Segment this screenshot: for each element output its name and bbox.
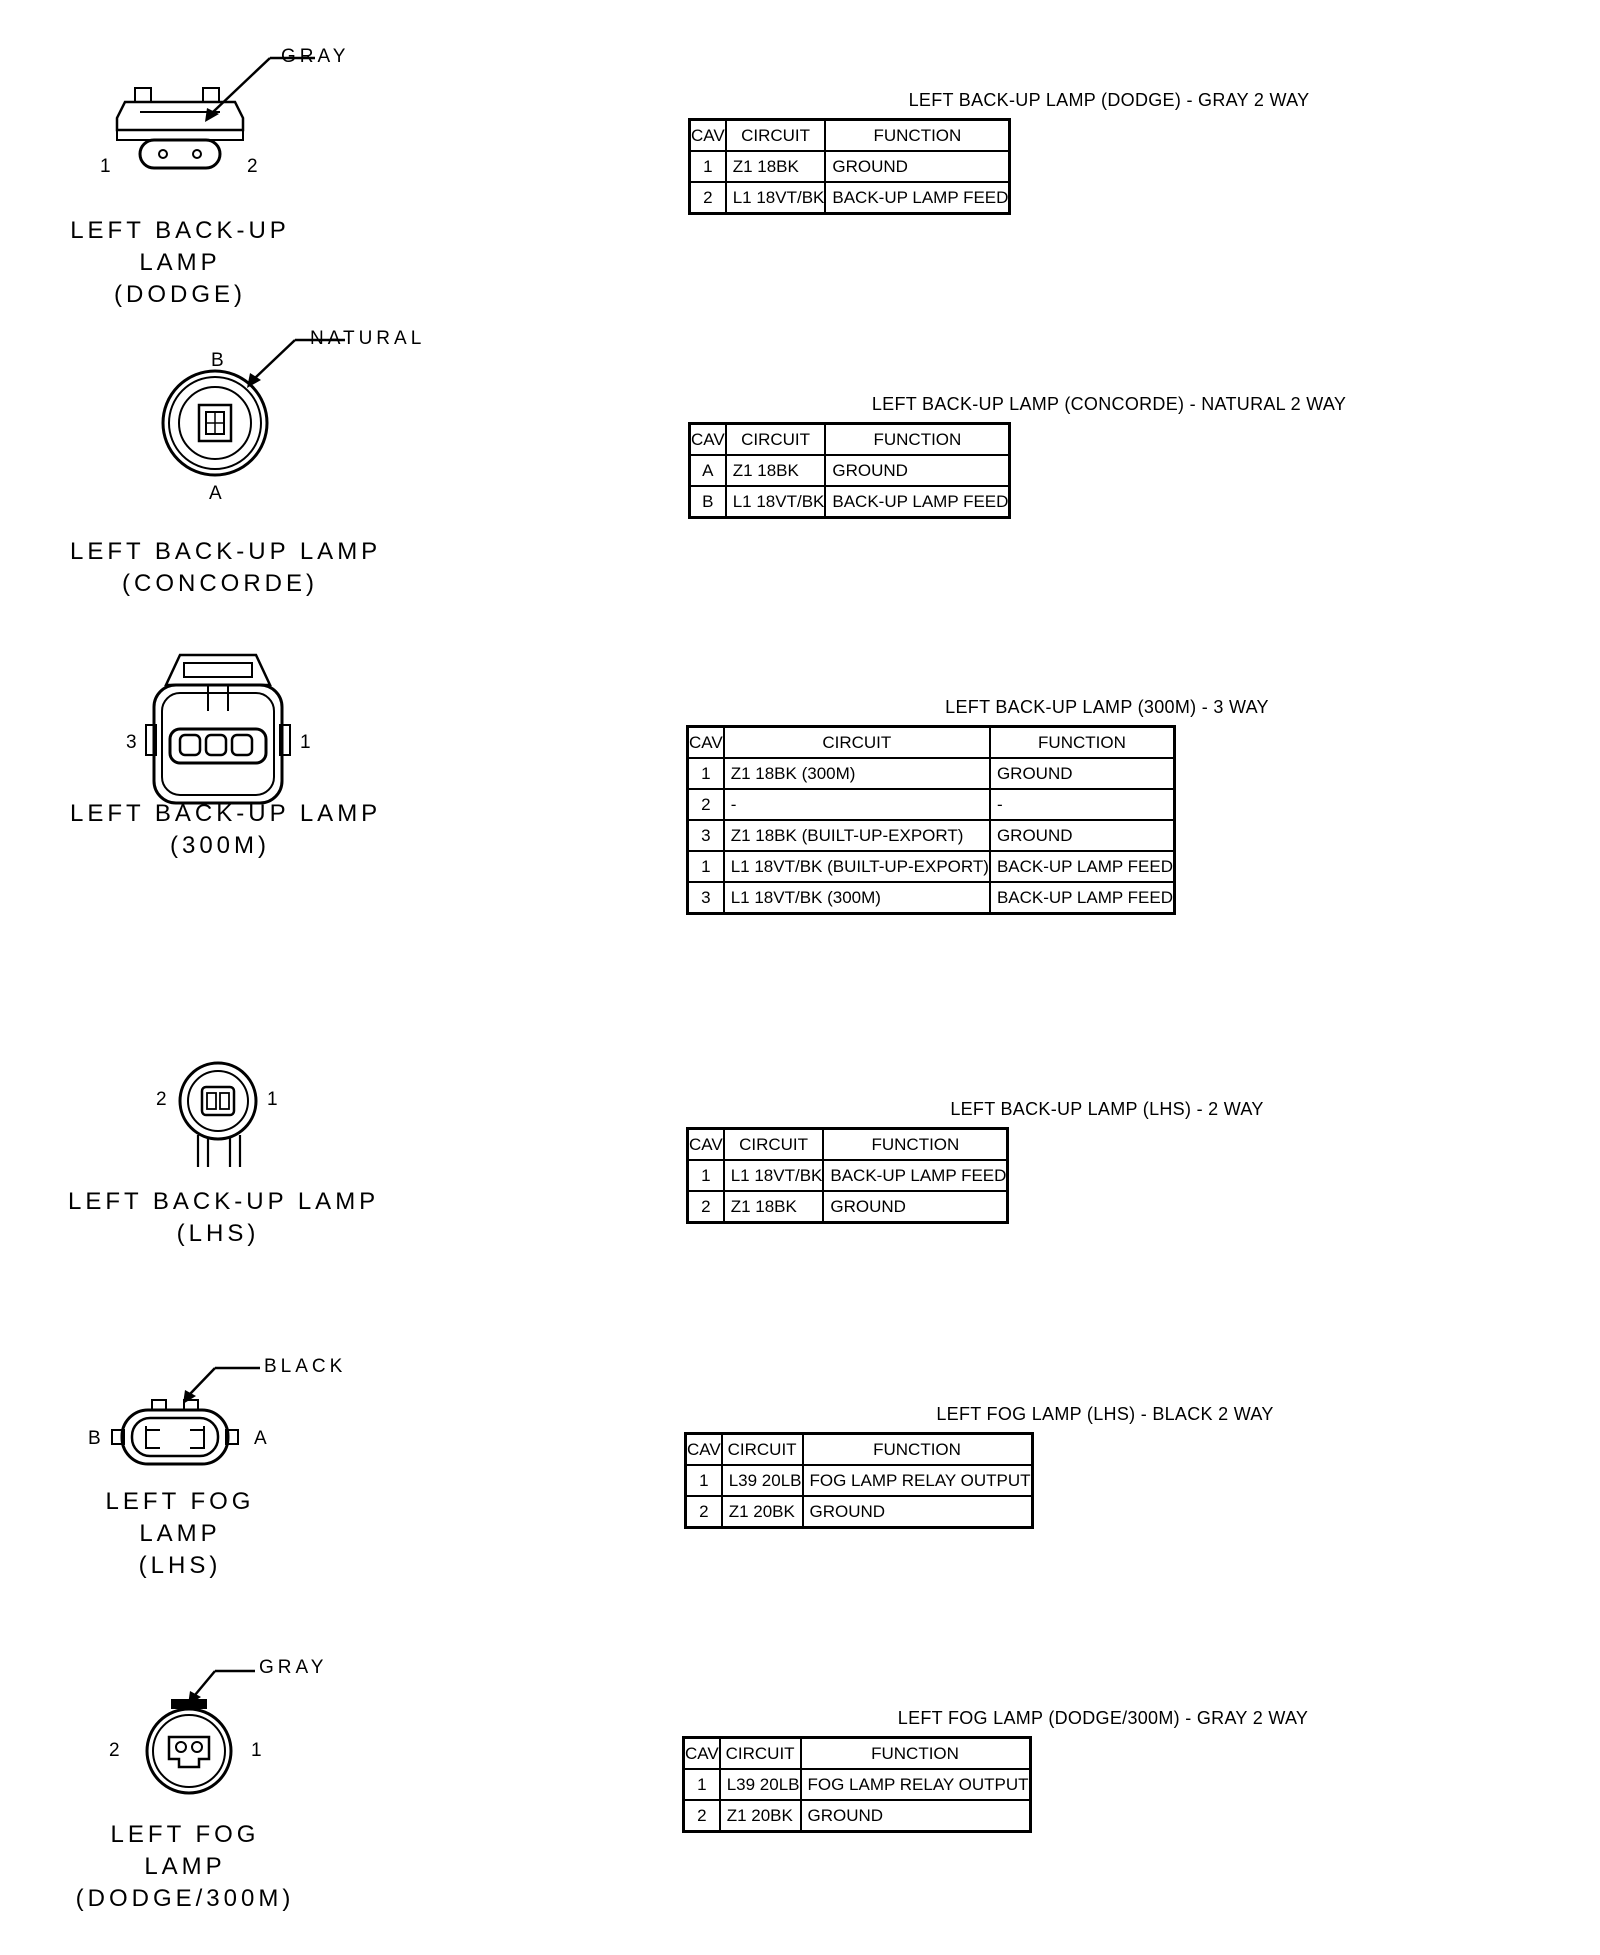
connector-caption	[60, 1819, 310, 1915]
pin-label-right: 1	[300, 732, 312, 753]
header-function: FUNCTION	[990, 727, 1175, 759]
table-title: LEFT FOG LAMP (LHS) - BLACK 2 WAY	[936, 1404, 1274, 1424]
table-row	[690, 182, 1010, 214]
cell-circuit: L1 18VT/BK (BUILT-UP-EXPORT)	[724, 851, 990, 882]
cell-cav: 2	[686, 1496, 722, 1528]
caption-line: (300M)	[169, 832, 271, 859]
cell-circuit: L39 20LB	[720, 1769, 801, 1800]
connector-color-label: NATURAL	[310, 328, 426, 349]
cell-cav: 3	[688, 882, 724, 914]
caption-line: LAMP	[144, 1853, 226, 1880]
cell-function: FOG LAMP RELAY OUTPUT	[803, 1465, 1033, 1496]
pinout-table	[688, 118, 1011, 215]
caption-line: LEFT FOG	[110, 1821, 260, 1848]
header-cav: CAV	[688, 727, 724, 759]
pinout-table	[686, 725, 1176, 915]
header-circuit: CIRCUIT	[720, 1738, 801, 1770]
connector-color-label: GRAY	[259, 1657, 328, 1678]
connector-drawing	[155, 340, 415, 470]
pin-label-bottom: A	[209, 483, 223, 504]
connector-caption	[70, 798, 382, 862]
cell-circuit: L39 20LB	[722, 1465, 803, 1496]
pin-label-left: 3	[126, 732, 138, 753]
caption-line: LAMP	[139, 249, 221, 276]
cell-function: GROUND	[825, 455, 1010, 486]
cell-cav: 2	[690, 182, 726, 214]
connector-caption	[70, 1486, 290, 1582]
pin-label-right: 1	[251, 1740, 263, 1761]
header-function: FUNCTION	[823, 1129, 1008, 1161]
cell-circuit: Z1 18BK	[726, 455, 826, 486]
cell-function: BACK-UP LAMP FEED	[990, 851, 1175, 882]
caption-line: LEFT BACK-UP LAMP	[68, 1188, 380, 1215]
cell-circuit: Z1 20BK	[720, 1800, 801, 1832]
header-circuit: CIRCUIT	[726, 424, 826, 456]
cell-function: FOG LAMP RELAY OUTPUT	[801, 1769, 1031, 1800]
caption-line: (DODGE/300M)	[75, 1885, 295, 1912]
header-function: FUNCTION	[825, 424, 1010, 456]
table-row	[690, 455, 1010, 486]
caption-line: (LHS)	[176, 1220, 260, 1247]
caption-line: LEFT BACK-UP	[70, 217, 290, 244]
caption-line: LAMP	[139, 1520, 221, 1547]
cell-circuit: L1 18VT/BK	[726, 486, 826, 518]
connector-caption	[60, 215, 300, 311]
table-title: LEFT FOG LAMP (DODGE/300M) - GRAY 2 WAY	[897, 1708, 1309, 1728]
header-circuit: CIRCUIT	[726, 120, 826, 152]
cell-cav: 1	[690, 151, 726, 182]
cell-function: GROUND	[825, 151, 1010, 182]
caption-line: (DODGE)	[114, 281, 246, 308]
connector-color-label: GRAY	[281, 46, 350, 67]
cell-cav: 1	[688, 758, 724, 789]
cell-cav: B	[690, 486, 726, 518]
table-row	[688, 789, 1175, 820]
table-row	[686, 1496, 1033, 1528]
pin-label-right: A	[254, 1428, 268, 1449]
table-header-row	[690, 120, 1010, 152]
cell-cav: 1	[684, 1769, 720, 1800]
cell-function: BACK-UP LAMP FEED	[823, 1160, 1008, 1191]
pin-label-left: B	[88, 1428, 102, 1449]
connector-drawing	[150, 1055, 290, 1175]
header-circuit: CIRCUIT	[724, 1129, 824, 1161]
cell-circuit: L1 18VT/BK (300M)	[724, 882, 990, 914]
header-cav: CAV	[690, 120, 726, 152]
caption-line: (CONCORDE)	[122, 570, 318, 597]
table-row	[688, 758, 1175, 789]
cell-function: -	[990, 789, 1175, 820]
pin-label-right: 1	[267, 1089, 279, 1110]
cell-circuit: L1 18VT/BK	[724, 1160, 824, 1191]
cell-cav: 1	[686, 1465, 722, 1496]
cell-cav: 3	[688, 820, 724, 851]
pin-label-top: B	[211, 350, 225, 371]
cell-circuit: Z1 18BK	[726, 151, 826, 182]
table-row	[688, 1191, 1008, 1223]
table-row	[688, 820, 1175, 851]
cell-function: GROUND	[801, 1800, 1031, 1832]
table-row	[688, 882, 1175, 914]
connector-caption	[68, 1186, 380, 1250]
cell-function: GROUND	[990, 820, 1175, 851]
cell-function: GROUND	[823, 1191, 1008, 1223]
cell-circuit: Z1 18BK (BUILT-UP-EXPORT)	[724, 820, 990, 851]
table-row	[690, 486, 1010, 518]
table-row	[688, 1160, 1008, 1191]
header-function: FUNCTION	[825, 120, 1010, 152]
connector-caption	[70, 536, 382, 600]
connector-diagram-300m	[120, 645, 520, 945]
cell-cav: 1	[688, 1160, 724, 1191]
cell-cav: 2	[688, 1191, 724, 1223]
cell-circuit: Z1 20BK	[722, 1496, 803, 1528]
table-header-row	[690, 424, 1010, 456]
caption-line: LEFT BACK-UP LAMP	[70, 800, 382, 827]
cell-function: BACK-UP LAMP FEED	[990, 882, 1175, 914]
caption-line: (LHS)	[138, 1552, 222, 1579]
cell-circuit: -	[724, 789, 990, 820]
table-row	[688, 851, 1175, 882]
table-header-row	[684, 1738, 1031, 1770]
cell-function: GROUND	[990, 758, 1175, 789]
header-function: FUNCTION	[803, 1434, 1033, 1466]
pinout-table	[682, 1736, 1032, 1833]
pin-label-left: 1	[100, 156, 112, 177]
cell-cav: A	[690, 455, 726, 486]
cell-function: BACK-UP LAMP FEED	[825, 182, 1010, 214]
table-header-row	[688, 1129, 1008, 1161]
table-header-row	[686, 1434, 1033, 1466]
cell-circuit: Z1 18BK (300M)	[724, 758, 990, 789]
table-row	[684, 1769, 1031, 1800]
connector-color-label: BLACK	[264, 1356, 347, 1377]
connector-drawing	[120, 645, 340, 815]
table-title: LEFT BACK-UP LAMP (LHS) - 2 WAY	[950, 1099, 1264, 1119]
table-title: LEFT BACK-UP LAMP (DODGE) - GRAY 2 WAY	[908, 90, 1310, 110]
table-header-row	[688, 727, 1175, 759]
header-cav: CAV	[684, 1738, 720, 1770]
header-cav: CAV	[690, 424, 726, 456]
header-cav: CAV	[688, 1129, 724, 1161]
cell-circuit: L1 18VT/BK	[726, 182, 826, 214]
caption-line: LEFT BACK-UP LAMP	[70, 538, 382, 565]
cell-function: GROUND	[803, 1496, 1033, 1528]
pinout-table	[688, 422, 1011, 519]
cell-cav: 2	[684, 1800, 720, 1832]
table-title: LEFT BACK-UP LAMP (CONCORDE) - NATURAL 2 WAY	[871, 394, 1347, 414]
header-cav: CAV	[686, 1434, 722, 1466]
header-circuit: CIRCUIT	[724, 727, 990, 759]
pin-label-right: 2	[247, 156, 259, 177]
cell-function: BACK-UP LAMP FEED	[825, 486, 1010, 518]
header-circuit: CIRCUIT	[722, 1434, 803, 1466]
caption-line: LEFT FOG	[105, 1488, 255, 1515]
cell-circuit: Z1 18BK	[724, 1191, 824, 1223]
cell-cav: 2	[688, 789, 724, 820]
pinout-table	[686, 1127, 1009, 1224]
pin-label-left: 2	[109, 1740, 121, 1761]
table-row	[684, 1800, 1031, 1832]
header-function: FUNCTION	[801, 1738, 1031, 1770]
table-title: LEFT BACK-UP LAMP (300M) - 3 WAY	[945, 697, 1269, 717]
table-row	[686, 1465, 1033, 1496]
pin-label-left: 2	[156, 1089, 168, 1110]
table-row	[690, 151, 1010, 182]
pinout-table	[684, 1432, 1034, 1529]
cell-cav: 1	[688, 851, 724, 882]
